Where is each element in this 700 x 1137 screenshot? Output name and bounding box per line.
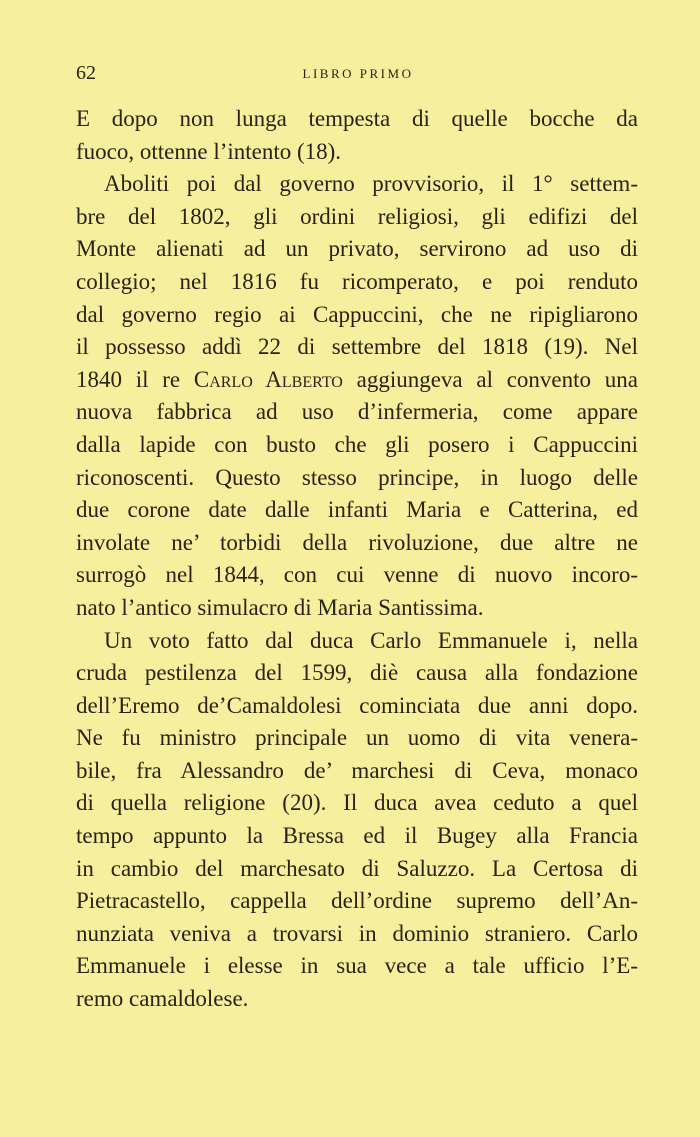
text-line: dalla lapide con busto che gli posero i Cappuccini <box>76 431 638 457</box>
text-line: Ne fu ministro principale un uomo di vita venera- <box>76 725 638 751</box>
text-line: bre del 1802, gli ordini religiosi, gli edifizi del <box>76 203 638 229</box>
text-line: cruda pestilenza del 1599, diè causa alla fondazione <box>76 660 638 686</box>
text-line: collegio; nel 1816 fu ricomperato, e poi renduto <box>76 268 638 294</box>
text-line: fuoco, ottenne l’intento (18). <box>76 138 342 164</box>
text-line: involate ne’ torbidi della rivoluzione, due altre ne <box>76 529 638 555</box>
text-line: nunziata veniva a trovarsi in dominio straniero. Carlo <box>76 920 638 946</box>
text-line: il possesso addì 22 di settembre del 1818 (19). Nel <box>76 334 638 360</box>
text-line: di quella religione (20). Il duca avea ceduto a quel <box>76 790 638 816</box>
text-line: Pietracastello, cappella dell’ordine supremo dell’An- <box>76 888 638 914</box>
text-line: due corone date dalle infanti Maria e Catterina, ed <box>76 497 638 523</box>
text-line: dal governo regio ai Cappuccini, che ne ripigliarono <box>76 301 638 327</box>
text-line: Un voto fatto dal duca Carlo Emmanuele i, nella <box>104 627 638 653</box>
text-line <box>76 364 638 397</box>
text-line: remo camaldolese. <box>76 986 249 1012</box>
text-line: dell’Eremo de’Camaldolesi cominciata due anni dopo. <box>76 692 638 718</box>
person-name-small-caps: Carlo Alberto <box>193 366 343 392</box>
body-text <box>76 103 638 1016</box>
text-segment: aggiungeva al convento una <box>342 366 638 392</box>
text-line: tempo appunto la Bressa ed il Bugey alla Francia <box>76 823 638 849</box>
text-segment: 1840 il re <box>76 366 194 392</box>
page-number: 62 <box>76 62 96 84</box>
text-line: Aboliti poi dal governo provvisorio, il 1° settem- <box>104 171 638 197</box>
text-line: Monte alienati ad un privato, servirono ad uso di <box>76 236 638 262</box>
text-line: Emmanuele i elesse in sua vece a tale ufficio l’E- <box>76 953 638 979</box>
page-header <box>76 62 640 86</box>
text-line: E dopo non lunga tempesta di quelle bocche da <box>76 106 638 131</box>
text-line: nato l’antico simulacro di Maria Santissima. <box>76 594 484 620</box>
text-line: surrogò nel 1844, con cui venne di nuovo incoro- <box>76 562 638 588</box>
text-line: bile, fra Alessandro de’ marchesi di Ceva, monaco <box>76 757 638 783</box>
text-line: nuova fabbrica ad uso d’infermeria, come appare <box>76 399 638 425</box>
text-line: in cambio del marchesato di Saluzzo. La Certosa di <box>76 855 638 881</box>
running-title: LIBRO PRIMO <box>302 66 414 81</box>
text-line: riconoscenti. Questo stesso principe, in luogo delle <box>76 464 638 490</box>
